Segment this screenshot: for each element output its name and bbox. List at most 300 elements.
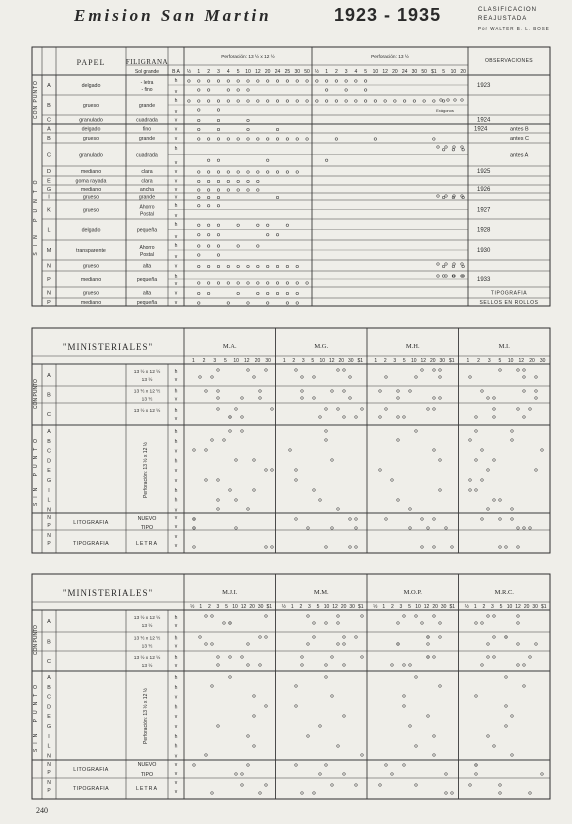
catalog-mark xyxy=(325,664,328,667)
row-letter: G xyxy=(46,478,52,484)
catalog-mark xyxy=(523,390,526,393)
catalog-mark xyxy=(331,459,334,462)
catalog-mark xyxy=(379,416,382,419)
row-tipo-group: TIPOGRAFIA xyxy=(72,541,110,547)
catalog-mark xyxy=(343,369,346,372)
catalog-mark xyxy=(325,80,328,83)
row-letter: N xyxy=(47,507,51,514)
row-hv: v xyxy=(174,89,178,95)
catalog-mark xyxy=(227,302,230,305)
row-filigrana: fino xyxy=(142,126,152,133)
perf-a-value: 30 xyxy=(294,69,301,75)
row-hv: v xyxy=(174,724,178,730)
catalog-mark xyxy=(316,80,319,83)
row-hv: v xyxy=(174,524,178,530)
row-hv: h xyxy=(174,429,178,435)
catalog-mark xyxy=(198,100,201,103)
catalog-mark xyxy=(257,282,260,285)
catalog-mark xyxy=(523,664,526,667)
obs-note: Exágonos xyxy=(436,108,454,113)
catalog-mark xyxy=(247,643,250,646)
catalog-mark xyxy=(481,449,484,452)
row-hv: h xyxy=(174,487,178,494)
catalog-mark xyxy=(266,292,269,295)
catalog-mark xyxy=(409,508,412,511)
catalog-mark xyxy=(511,439,514,442)
catalog-mark xyxy=(499,792,502,795)
catalog-mark xyxy=(266,234,269,237)
page-title: Emision San Martin xyxy=(74,6,272,25)
catalog-mark xyxy=(306,282,309,285)
catalog-mark xyxy=(439,685,442,688)
catalog-mark xyxy=(237,80,240,83)
catalog-mark xyxy=(193,546,196,549)
catalog-mark xyxy=(361,408,364,411)
catalog-mark xyxy=(331,656,334,659)
obs-year: 1924 xyxy=(474,126,488,133)
catalog-mark xyxy=(349,518,352,521)
catalog-mark xyxy=(217,245,220,248)
catalog-mark xyxy=(475,622,478,625)
catalog-mark xyxy=(451,792,454,795)
catalog-mark xyxy=(217,119,220,122)
table2-sub-value: 20 xyxy=(529,358,535,364)
catalog-mark xyxy=(421,518,424,521)
catalog-mark xyxy=(296,302,299,305)
catalog-mark xyxy=(433,735,436,738)
catalog-mark xyxy=(265,636,268,639)
catalog-mark xyxy=(265,469,268,472)
catalog-mark xyxy=(337,622,340,625)
catalog-mark xyxy=(337,408,340,411)
row-hv: h xyxy=(174,243,178,249)
catalog-mark xyxy=(364,80,367,83)
catalog-mark xyxy=(397,499,400,502)
table2-sub-value: 1 xyxy=(191,358,195,364)
catalog-mark xyxy=(265,705,268,708)
row-letter: I xyxy=(48,487,50,494)
catalog-mark xyxy=(523,416,526,419)
obs-year: 1924 xyxy=(477,117,491,124)
row-hv: v xyxy=(174,290,178,297)
catalog-mark xyxy=(469,376,472,379)
catalog-mark xyxy=(276,171,279,174)
catalog-mark xyxy=(217,265,220,268)
catalog-mark xyxy=(286,80,289,83)
row-filigrana: cuadrada xyxy=(136,117,158,124)
catalog-mark xyxy=(433,397,436,400)
catalog-mark xyxy=(409,664,412,667)
catalog-mark xyxy=(247,119,250,122)
table2-frame xyxy=(32,328,550,553)
perf-b-value: 2 xyxy=(334,69,338,75)
catalog-mark xyxy=(193,764,196,767)
catalog-mark xyxy=(487,469,490,472)
catalog-mark xyxy=(349,546,352,549)
catalog-mark xyxy=(397,390,400,393)
catalog-mark xyxy=(307,643,310,646)
catalog-mark xyxy=(427,715,430,718)
row-perf: 13 ½ xyxy=(141,624,153,629)
catalog-mark xyxy=(217,180,220,183)
catalog-mark xyxy=(461,146,464,149)
row-letter: P xyxy=(47,541,51,547)
row-hv: v xyxy=(174,762,178,768)
table3-sub-value: 5 xyxy=(316,604,320,610)
catalog-mark xyxy=(343,643,346,646)
catalog-mark xyxy=(266,302,269,305)
row-filigrana: - fino xyxy=(141,87,153,93)
catalog-mark xyxy=(227,100,230,103)
catalog-mark xyxy=(207,180,210,183)
catalog-mark xyxy=(257,292,260,295)
catalog-mark xyxy=(207,171,210,174)
catalog-mark xyxy=(207,89,210,92)
row-letter: C xyxy=(47,694,51,701)
table3-sub-value: ½ xyxy=(464,604,469,610)
catalog-mark xyxy=(296,282,299,285)
catalog-mark xyxy=(235,499,238,502)
row-hv: v xyxy=(174,643,178,650)
catalog-mark xyxy=(345,80,348,83)
obs-year: 1933 xyxy=(477,277,491,283)
row-letter: N xyxy=(47,533,51,539)
catalog-mark xyxy=(217,80,220,83)
catalog-mark xyxy=(433,754,436,757)
row-letter: B xyxy=(47,392,51,399)
page-number: 240 xyxy=(36,806,48,815)
catalog-mark xyxy=(523,685,526,688)
row-perf-vertical: Perforación: 13 ½ x 12 ½ xyxy=(143,442,149,498)
catalog-mark xyxy=(198,302,201,305)
catalog-mark xyxy=(325,439,328,442)
catalog-mark xyxy=(227,265,230,268)
catalog-mark xyxy=(397,622,400,625)
row-letter: I xyxy=(48,194,50,201)
perf-a-value: ½ xyxy=(186,69,192,75)
table3-sub-value: 12 xyxy=(515,604,521,610)
row-letter: C xyxy=(47,152,51,159)
row-papel: grueso xyxy=(82,207,100,214)
catalog-mark xyxy=(259,636,262,639)
catalog-mark xyxy=(325,408,328,411)
row-letter: I xyxy=(48,733,50,740)
catalog-mark xyxy=(394,100,397,103)
note-author: Por WALTER B. L. BOSE xyxy=(478,26,550,31)
perf-b-value: 3 xyxy=(344,69,348,75)
catalog-mark xyxy=(237,100,240,103)
catalog-mark xyxy=(205,479,208,482)
catalog-mark xyxy=(276,138,279,141)
header-perf-b: Perforación: 13 ½ xyxy=(371,55,409,60)
row-filigrana: alta xyxy=(142,263,152,270)
catalog-mark xyxy=(439,376,442,379)
row-hv: v xyxy=(174,789,178,795)
catalog-mark xyxy=(343,636,346,639)
row-hv: v xyxy=(174,478,178,484)
catalog-mark xyxy=(259,664,262,667)
catalog-mark xyxy=(523,527,526,530)
catalog-mark xyxy=(541,773,544,776)
catalog-mark xyxy=(237,138,240,141)
row-tipo: TIPO xyxy=(140,772,154,778)
catalog-mark xyxy=(295,705,298,708)
row-letter: G xyxy=(46,724,52,730)
catalog-mark xyxy=(198,265,201,268)
row-letter: B xyxy=(47,438,51,445)
table2-title: "MINISTERIALES" xyxy=(62,342,154,352)
catalog-mark xyxy=(207,138,210,141)
catalog-mark xyxy=(427,408,430,411)
catalog-mark xyxy=(453,263,456,266)
row-hv: v xyxy=(174,160,178,166)
row-papel: transparente xyxy=(76,248,106,254)
table3-sub-value: 30 xyxy=(349,604,355,610)
catalog-mark xyxy=(301,390,304,393)
catalog-mark xyxy=(361,754,364,757)
obs-year: 1923 xyxy=(477,83,491,89)
catalog-mark xyxy=(266,159,269,162)
catalog-mark xyxy=(452,265,455,268)
catalog-mark xyxy=(427,656,430,659)
table3-sub-value: 5 xyxy=(225,604,228,610)
row-perf: 13 ½ xyxy=(141,378,153,383)
catalog-mark xyxy=(343,664,346,667)
row-filigrana: pequeña xyxy=(136,300,158,306)
catalog-mark xyxy=(296,265,299,268)
catalog-mark xyxy=(198,254,201,257)
catalog-mark xyxy=(511,754,514,757)
table3-group-label: M.R.C. xyxy=(494,589,514,596)
catalog-mark xyxy=(439,489,442,492)
row-letter: N xyxy=(47,263,51,270)
catalog-mark xyxy=(517,527,520,530)
obs-year: 1927 xyxy=(477,207,491,214)
header-filigrana: FILIGRANA xyxy=(125,58,169,66)
catalog-mark xyxy=(384,100,387,103)
row-perf: 13 ½ x 12 ½ xyxy=(133,370,161,375)
row-papel: grueso xyxy=(82,136,100,142)
catalog-mark xyxy=(229,622,232,625)
catalog-mark xyxy=(475,416,478,419)
catalog-mark xyxy=(199,376,202,379)
row-letter: B xyxy=(47,639,51,646)
perf-a-value: 12 xyxy=(255,69,261,75)
table3-sub-value: 5 xyxy=(408,604,411,610)
t3-group-sin: SIN PUNTO xyxy=(33,679,39,753)
catalog-mark xyxy=(217,656,220,659)
catalog-mark xyxy=(403,100,406,103)
catalog-mark xyxy=(325,622,328,625)
catalog-mark xyxy=(403,416,406,419)
row-hv: h xyxy=(174,635,178,642)
catalog-mark xyxy=(207,292,210,295)
catalog-mark xyxy=(442,265,445,268)
row-hv: h xyxy=(174,458,178,465)
row-filigrana: pequeña xyxy=(136,277,158,283)
catalog-mark xyxy=(379,390,382,393)
catalog-mark xyxy=(211,643,214,646)
catalog-mark xyxy=(421,369,424,372)
catalog-mark xyxy=(499,784,502,787)
row-papel: granulado xyxy=(79,117,103,124)
catalog-mark xyxy=(403,664,406,667)
catalog-mark xyxy=(523,369,526,372)
table2-group-label: M.H. xyxy=(405,343,420,350)
table3-sub-value: 20 xyxy=(432,604,438,610)
row-letter: K xyxy=(47,207,51,214)
row-papel: grueso xyxy=(82,103,100,109)
row-letter: L xyxy=(47,227,51,234)
catalog-mark xyxy=(217,397,220,400)
catalog-mark xyxy=(198,205,201,208)
catalog-mark xyxy=(217,224,220,227)
row-hv: h xyxy=(174,369,178,375)
year-range: 1923 - 1935 xyxy=(334,5,442,25)
catalog-mark xyxy=(198,109,201,112)
perf-b-value: $1 xyxy=(431,69,437,75)
catalog-mark xyxy=(325,676,328,679)
row-hv: v xyxy=(174,416,178,422)
catalog-mark xyxy=(433,369,436,372)
row-hv: h xyxy=(174,408,178,414)
catalog-mark xyxy=(461,99,464,102)
catalog-mark xyxy=(391,664,394,667)
table2-sub-value: 12 xyxy=(518,358,525,364)
catalog-mark xyxy=(247,302,250,305)
catalog-mark xyxy=(331,527,334,530)
catalog-mark xyxy=(198,138,201,141)
perf-a-value: 20 xyxy=(264,69,271,75)
row-hv: h xyxy=(174,497,178,504)
row-hv: v xyxy=(174,507,178,514)
row-hv: h xyxy=(174,222,178,228)
catalog-mark xyxy=(511,518,514,521)
catalog-mark xyxy=(447,99,450,102)
row-letter: A xyxy=(47,675,51,681)
catalog-mark xyxy=(295,764,298,767)
catalog-mark xyxy=(286,292,289,295)
perf-b-value: 50 xyxy=(421,69,427,75)
catalog-mark xyxy=(198,119,201,122)
catalog-mark xyxy=(235,408,238,411)
catalog-mark xyxy=(235,459,238,462)
catalog-mark xyxy=(499,369,502,372)
row-hv: v xyxy=(174,178,178,185)
catalog-mark xyxy=(211,685,214,688)
catalog-mark xyxy=(266,265,269,268)
catalog-mark xyxy=(229,656,232,659)
catalog-mark xyxy=(445,527,448,530)
catalog-mark xyxy=(286,265,289,268)
table2-sub-value: 3 xyxy=(213,358,217,364)
catalog-mark xyxy=(247,171,250,174)
row-hv: v xyxy=(174,753,178,760)
catalog-mark xyxy=(257,80,260,83)
table2-sub-value: 30 xyxy=(347,358,354,364)
catalog-mark xyxy=(286,171,289,174)
table3-group-label: M.J.I. xyxy=(222,589,238,596)
catalog-mark xyxy=(247,80,250,83)
perf-b-value: ½ xyxy=(314,69,319,75)
table3-sub-value: $1 xyxy=(540,604,547,610)
table3-sub-value: $1 xyxy=(357,604,364,610)
perf-a-value: 10 xyxy=(245,69,251,75)
catalog-mark xyxy=(440,99,443,102)
row-hv: h xyxy=(174,655,178,661)
catalog-mark xyxy=(247,265,250,268)
catalog-mark xyxy=(217,138,220,141)
table3-sub-value: 1 xyxy=(473,604,477,610)
table3-sub-value: 3 xyxy=(308,604,311,610)
table3-sub-value: ½ xyxy=(190,604,195,610)
catalog-mark xyxy=(253,715,256,718)
catalog-mark xyxy=(475,773,478,776)
t2-group-con: CON PUNTO xyxy=(33,379,39,409)
row-nuevo: NUEVO xyxy=(137,762,157,768)
catalog-mark xyxy=(313,792,316,795)
catalog-mark xyxy=(257,224,260,227)
catalog-mark xyxy=(493,615,496,618)
t2-group-sin: SIN PUNTO xyxy=(33,433,39,507)
row-hv: v xyxy=(174,300,178,306)
row-hv: v xyxy=(174,213,178,219)
catalog-mark xyxy=(481,622,484,625)
catalog-mark xyxy=(493,459,496,462)
row-hv: h xyxy=(174,743,178,750)
catalog-mark xyxy=(198,234,201,237)
catalog-mark xyxy=(265,546,268,549)
perf-b-value: 12 xyxy=(382,69,388,75)
row-hv: v xyxy=(174,543,178,549)
perf-b-value: 1 xyxy=(325,69,329,75)
row-letter: N xyxy=(47,753,51,760)
catalog-mark xyxy=(193,527,196,530)
catalog-mark xyxy=(319,499,322,502)
catalog-mark xyxy=(361,615,364,618)
row-letter: P xyxy=(47,788,51,794)
row-letter: P xyxy=(47,300,51,306)
row-filigrana: grande xyxy=(138,194,156,201)
catalog-mark xyxy=(453,146,456,149)
row-hv: h xyxy=(174,78,178,84)
catalog-mark xyxy=(397,439,400,442)
catalog-mark xyxy=(493,745,496,748)
catalog-mark xyxy=(307,527,310,530)
table3-sub-value: 3 xyxy=(216,604,220,610)
obs-year: 1926 xyxy=(477,187,491,193)
catalog-mark xyxy=(433,408,436,411)
table2-sub-value: 2 xyxy=(202,358,206,364)
row-letter: A xyxy=(47,619,51,625)
catalog-mark xyxy=(325,89,328,92)
catalog-mark xyxy=(307,735,310,738)
catalog-mark xyxy=(247,89,250,92)
catalog-mark xyxy=(198,189,201,192)
catalog-mark xyxy=(415,615,418,618)
catalog-mark xyxy=(517,622,520,625)
catalog-mark xyxy=(364,89,367,92)
catalog-mark xyxy=(423,100,426,103)
perf-b-value: 20 xyxy=(392,69,398,75)
table3-sub-value: $1 xyxy=(449,604,456,610)
table2-sub-value: 2 xyxy=(477,358,480,364)
catalog-mark xyxy=(217,196,220,199)
catalog-mark xyxy=(439,636,442,639)
catalog-mark xyxy=(437,275,440,278)
catalog-mark xyxy=(523,376,526,379)
catalog-mark xyxy=(385,408,388,411)
